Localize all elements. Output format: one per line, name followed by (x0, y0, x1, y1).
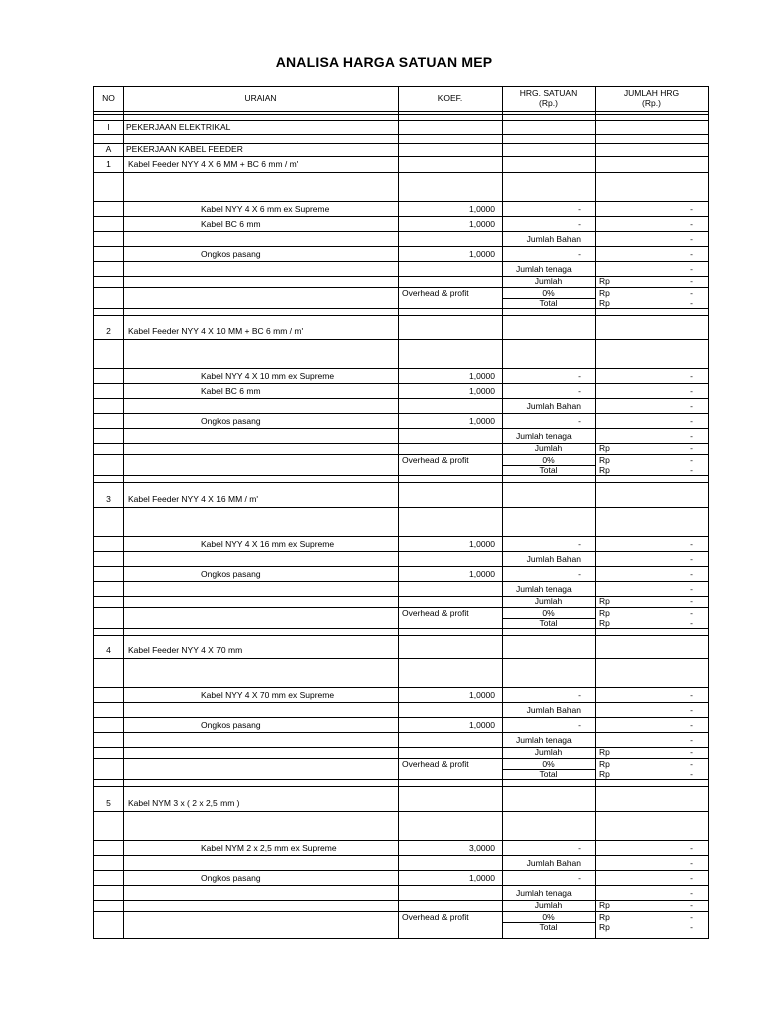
ongkos-pasang-koef: 1,0000 (469, 873, 495, 883)
total-rp: Rp (599, 922, 610, 932)
total-label: Total (539, 922, 558, 932)
material-hrg-satuan: - (578, 371, 581, 381)
overhead-pct: 0% (542, 608, 555, 618)
overhead-value: - (690, 608, 693, 618)
row-divider (94, 635, 708, 636)
jumlah-bahan-label: Jumlah Bahan (526, 401, 581, 411)
overhead-pct: 0% (542, 912, 555, 922)
jumlah-value: - (690, 443, 693, 453)
overhead-value: - (690, 759, 693, 769)
page-title: ANALISA HARGA SATUAN MEP (275, 54, 493, 70)
ongkos-pasang-label: Ongkos pasang (201, 569, 261, 579)
row-divider (94, 840, 708, 841)
material-jumlah-hrg: - (690, 690, 693, 700)
ongkos-pasang-hrg: - (578, 873, 581, 883)
row-divider (94, 398, 708, 399)
row-divider (94, 120, 708, 121)
row-divider (94, 475, 708, 476)
header-jumlah-hrg: JUMLAH HRG (623, 88, 680, 98)
jumlah-bahan-label: Jumlah Bahan (526, 554, 581, 564)
item-no: 5 (106, 798, 111, 808)
item-no: 1 (106, 159, 111, 169)
material-name: Kabel BC 6 mm (201, 386, 261, 396)
total-rp: Rp (599, 769, 610, 779)
ongkos-pasang-koef: 1,0000 (469, 720, 495, 730)
overhead-label: Overhead & profit (402, 608, 469, 618)
ongkos-pasang-jumlah: - (690, 873, 693, 883)
row-divider (94, 231, 708, 232)
total-label: Total (539, 769, 558, 779)
item-title: Kabel NYM 3 x ( 2 x 2,5 mm ) (128, 798, 240, 808)
row-divider (94, 383, 708, 384)
jumlah-bahan-value: - (690, 401, 693, 411)
material-koef: 1,0000 (469, 386, 495, 396)
material-jumlah-hrg: - (690, 539, 693, 549)
header-uraian: URAIAN (244, 93, 277, 103)
row-divider (94, 507, 708, 508)
ongkos-pasang-hrg: - (578, 249, 581, 259)
ongkos-pasang-jumlah: - (690, 569, 693, 579)
row-divider (94, 339, 708, 340)
subsection-no: A (105, 144, 112, 154)
overhead-label: Overhead & profit (402, 455, 469, 465)
material-hrg-satuan: - (578, 204, 581, 214)
overhead-rp: Rp (599, 455, 610, 465)
jumlah-tenaga-value: - (690, 584, 693, 594)
overhead-rp: Rp (599, 759, 610, 769)
ongkos-pasang-hrg: - (578, 416, 581, 426)
jumlah-label: Jumlah (534, 276, 563, 286)
total-label: Total (539, 298, 558, 308)
header-koef: KOEF. (437, 93, 463, 103)
jumlah-bahan-value: - (690, 234, 693, 244)
item-title: Kabel Feeder NYY 4 X 70 mm (128, 645, 243, 655)
jumlah-value: - (690, 596, 693, 606)
jumlah-rp: Rp (599, 276, 610, 286)
total-rp: Rp (599, 465, 610, 475)
total-value: - (690, 922, 693, 932)
ongkos-pasang-koef: 1,0000 (469, 249, 495, 259)
row-divider (94, 428, 708, 429)
material-hrg-satuan: - (578, 843, 581, 853)
material-koef: 1,0000 (469, 690, 495, 700)
material-jumlah-hrg: - (690, 219, 693, 229)
total-rp: Rp (599, 298, 610, 308)
jumlah-value: - (690, 900, 693, 910)
row-divider (94, 114, 708, 115)
material-name: Kabel BC 6 mm (201, 219, 261, 229)
jumlah-tenaga-label: Jumlah tenaga (516, 584, 572, 594)
item-no: 2 (106, 326, 111, 336)
jumlah-rp: Rp (599, 443, 610, 453)
row-divider (94, 216, 708, 217)
jumlah-tenaga-value: - (690, 888, 693, 898)
row-divider (94, 368, 708, 369)
row-divider (94, 717, 708, 718)
item-no: 3 (106, 494, 111, 504)
item-title: Kabel Feeder NYY 4 X 10 MM + BC 6 mm / m' (128, 326, 304, 336)
material-hrg-satuan: - (578, 539, 581, 549)
jumlah-bahan-value: - (690, 554, 693, 564)
material-hrg-satuan: - (578, 219, 581, 229)
jumlah-label: Jumlah (534, 747, 563, 757)
jumlah-tenaga-label: Jumlah tenaga (516, 735, 572, 745)
price-analysis-table (93, 86, 709, 939)
jumlah-tenaga-value: - (690, 431, 693, 441)
material-name: Kabel NYY 4 X 10 mm ex Supreme (201, 371, 335, 381)
overhead-pct: 0% (542, 288, 555, 298)
total-label: Total (539, 465, 558, 475)
ongkos-pasang-label: Ongkos pasang (201, 249, 261, 259)
overhead-label: Overhead & profit (402, 759, 469, 769)
row-divider (94, 702, 708, 703)
overhead-value: - (690, 455, 693, 465)
material-jumlah-hrg: - (690, 386, 693, 396)
row-divider (94, 413, 708, 414)
jumlah-label: Jumlah (534, 900, 563, 910)
material-koef: 3,0000 (469, 843, 495, 853)
overhead-pct: 0% (542, 455, 555, 465)
row-divider (94, 315, 708, 316)
row-divider (94, 687, 708, 688)
section-label: PEKERJAAN ELEKTRIKAL (126, 122, 231, 132)
jumlah-rp: Rp (599, 747, 610, 757)
row-divider (94, 811, 708, 812)
header-no: NO (102, 93, 115, 103)
ongkos-pasang-hrg: - (578, 569, 581, 579)
overhead-rp: Rp (599, 288, 610, 298)
row-divider (94, 551, 708, 552)
row-divider (94, 261, 708, 262)
overhead-rp: Rp (599, 912, 610, 922)
item-no: 4 (106, 645, 111, 655)
jumlah-label: Jumlah (534, 596, 563, 606)
jumlah-tenaga-label: Jumlah tenaga (516, 888, 572, 898)
row-divider (94, 658, 708, 659)
item-title: Kabel Feeder NYY 4 X 16 MM / m' (128, 494, 258, 504)
ongkos-pasang-hrg: - (578, 720, 581, 730)
header-jumlah-hrg-unit: (Rp.) (642, 98, 661, 108)
jumlah-rp: Rp (599, 596, 610, 606)
material-name: Kabel NYY 4 X 6 mm ex Supreme (201, 204, 330, 214)
jumlah-tenaga-value: - (690, 735, 693, 745)
row-divider (94, 628, 708, 629)
total-value: - (690, 298, 693, 308)
row-divider (94, 779, 708, 780)
jumlah-tenaga-label: Jumlah tenaga (516, 431, 572, 441)
total-label: Total (539, 618, 558, 628)
row-divider (94, 870, 708, 871)
ongkos-pasang-jumlah: - (690, 249, 693, 259)
material-koef: 1,0000 (469, 371, 495, 381)
material-name: Kabel NYY 4 X 70 mm ex Supreme (201, 690, 335, 700)
material-koef: 1,0000 (469, 539, 495, 549)
material-jumlah-hrg: - (690, 843, 693, 853)
jumlah-value: - (690, 276, 693, 286)
overhead-value: - (690, 288, 693, 298)
overhead-label: Overhead & profit (402, 912, 469, 922)
jumlah-bahan-label: Jumlah Bahan (526, 705, 581, 715)
overhead-rp: Rp (599, 608, 610, 618)
jumlah-tenaga-label: Jumlah tenaga (516, 264, 572, 274)
row-divider (94, 156, 708, 157)
material-hrg-satuan: - (578, 386, 581, 396)
total-rp: Rp (599, 618, 610, 628)
ongkos-pasang-jumlah: - (690, 720, 693, 730)
total-value: - (690, 769, 693, 779)
row-divider (94, 566, 708, 567)
row-divider (94, 885, 708, 886)
jumlah-bahan-value: - (690, 858, 693, 868)
jumlah-bahan-value: - (690, 705, 693, 715)
row-divider (94, 201, 708, 202)
row-divider (94, 786, 708, 787)
row-divider (94, 172, 708, 173)
row-divider (94, 246, 708, 247)
row-divider (94, 134, 708, 135)
jumlah-value: - (690, 747, 693, 757)
jumlah-bahan-label: Jumlah Bahan (526, 858, 581, 868)
material-hrg-satuan: - (578, 690, 581, 700)
row-divider (94, 111, 708, 112)
ongkos-pasang-label: Ongkos pasang (201, 416, 261, 426)
ongkos-pasang-label: Ongkos pasang (201, 720, 261, 730)
jumlah-label: Jumlah (534, 443, 563, 453)
material-jumlah-hrg: - (690, 204, 693, 214)
ongkos-pasang-koef: 1,0000 (469, 416, 495, 426)
ongkos-pasang-koef: 1,0000 (469, 569, 495, 579)
jumlah-tenaga-value: - (690, 264, 693, 274)
row-divider (94, 732, 708, 733)
row-divider (94, 536, 708, 537)
material-name: Kabel NYY 4 X 16 mm ex Supreme (201, 539, 335, 549)
header-hrg-satuan: HRG. SATUAN (519, 88, 578, 98)
total-value: - (690, 465, 693, 475)
subsection-label: PEKERJAAN KABEL FEEDER (126, 144, 243, 154)
jumlah-bahan-label: Jumlah Bahan (526, 234, 581, 244)
row-divider (94, 855, 708, 856)
overhead-value: - (690, 912, 693, 922)
overhead-pct: 0% (542, 759, 555, 769)
item-title: Kabel Feeder NYY 4 X 6 MM + BC 6 mm / m' (128, 159, 299, 169)
overhead-label: Overhead & profit (402, 288, 469, 298)
row-divider (94, 308, 708, 309)
total-value: - (690, 618, 693, 628)
material-jumlah-hrg: - (690, 371, 693, 381)
ongkos-pasang-label: Ongkos pasang (201, 873, 261, 883)
material-name: Kabel NYM 2 x 2,5 mm ex Supreme (201, 843, 337, 853)
row-divider (94, 581, 708, 582)
material-koef: 1,0000 (469, 219, 495, 229)
material-koef: 1,0000 (469, 204, 495, 214)
section-no: I (107, 122, 110, 132)
jumlah-rp: Rp (599, 900, 610, 910)
header-hrg-satuan-unit: (Rp.) (539, 98, 558, 108)
row-divider (94, 482, 708, 483)
ongkos-pasang-jumlah: - (690, 416, 693, 426)
